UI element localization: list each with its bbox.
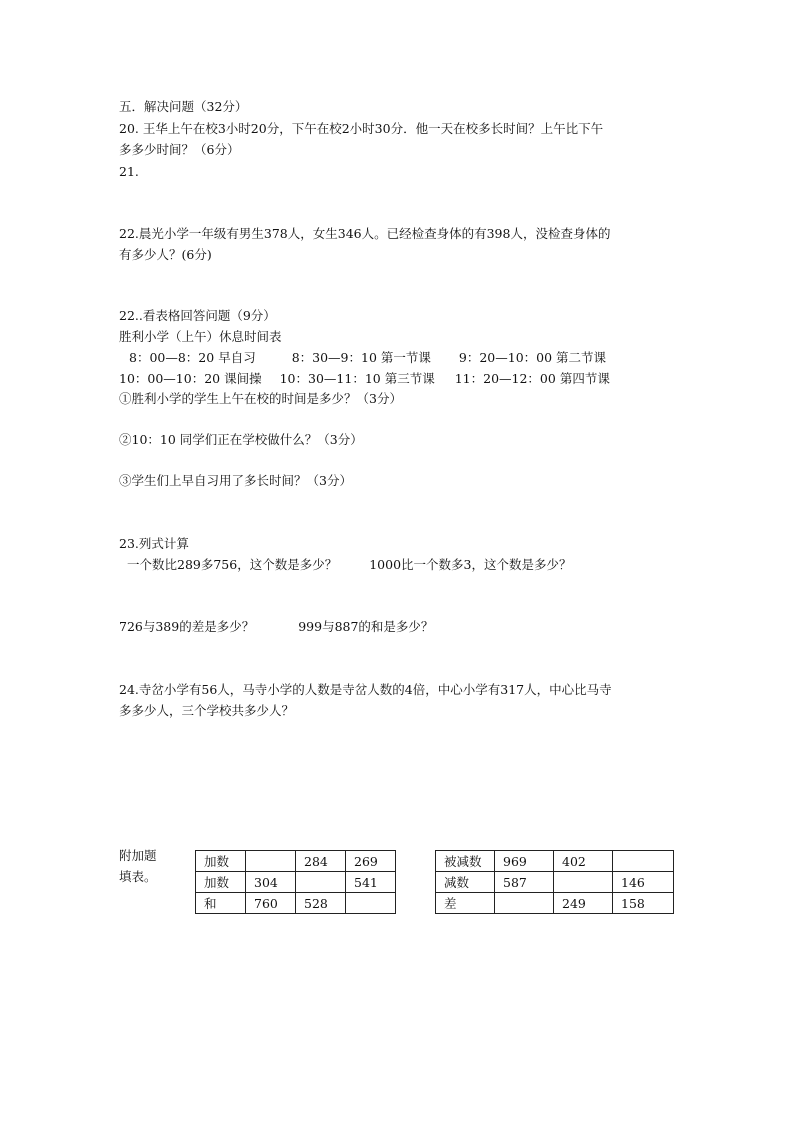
table-row: [196, 851, 396, 872]
schedule-row-2: [119, 370, 610, 388]
q22b-title: 22..看表格回答问题（9分）: [119, 308, 276, 323]
table-row: [196, 872, 396, 893]
q23-title: 23.列式计算: [119, 536, 189, 551]
schedule-title: 胜利小学（上午）休息时间表: [119, 329, 282, 344]
table-cell: 和: [196, 893, 246, 914]
table-cell: 被减数: [436, 851, 495, 872]
table-cell: 269: [346, 851, 396, 872]
q20-line1: 20. 王华上午在校3小时20分，下午在校2小时30分．他一天在校多长时间？上午比下午: [119, 121, 604, 136]
table-cell: 加数: [196, 872, 246, 893]
table-cell: [495, 893, 554, 914]
table-cell: 差: [436, 893, 495, 914]
bonus-label: 附加题: [119, 848, 157, 863]
q23-item: 1000比一个数多3，这个数是多少？: [369, 557, 572, 572]
schedule-row-1: [119, 349, 606, 367]
q22a-line1: 22.晨光小学一年级有男生378人，女生346人。已经检查身体的有398人，没检查身体的: [119, 226, 611, 241]
q22a-line2: 有多少人？(6分): [119, 247, 212, 262]
bonus-instruction: 填表。: [119, 869, 157, 884]
table-cell: 304: [246, 872, 296, 893]
table-cell: 587: [495, 872, 554, 893]
table-cell: 969: [495, 851, 554, 872]
table-cell: 减数: [436, 872, 495, 893]
table-cell: 158: [613, 893, 674, 914]
q24-line1: 24.寺岔小学有56人，马寺小学的人数是寺岔人数的4倍，中心小学有317人，中心比马寺: [119, 682, 612, 697]
schedule-cell: 8：30—9：10 第一节课: [291, 350, 431, 365]
table-cell: 528: [296, 893, 346, 914]
table-cell: 284: [296, 851, 346, 872]
table-row: [196, 893, 396, 914]
schedule-cell: 9：20—10：00 第二节课: [458, 350, 607, 365]
q22b-sub1: ①胜利小学的学生上午在校的时间是多少？（3分）: [119, 391, 402, 406]
schedule-cell: 10：00—10：20 课间操: [119, 371, 262, 386]
table-cell: [613, 851, 674, 872]
q24-line2: 多多少人，三个学校共多少人？: [119, 703, 295, 718]
q23-item: 726与389的差是多少？: [119, 619, 255, 634]
q22b-sub3: ③学生们上早自习用了多长时间？（3分）: [119, 473, 352, 488]
table-cell: 249: [554, 893, 613, 914]
schedule-cell: 10：30—11：10 第三节课: [279, 371, 435, 386]
section-heading: 五．解决问题（32分）: [119, 99, 248, 114]
schedule-cell: 8：00—8：20 早自习: [129, 350, 256, 365]
table-cell: [554, 872, 613, 893]
q20-line2: 多多少时间？（6分）: [119, 142, 240, 157]
table-cell: 541: [346, 872, 396, 893]
table-cell: 146: [613, 872, 674, 893]
table-cell: [296, 872, 346, 893]
q21-label: 21.: [119, 164, 139, 179]
q23-row2: [119, 618, 433, 636]
table-row: [436, 872, 674, 893]
q22b-sub2: ②10：10 同学们正在学校做什么？（3分）: [119, 432, 363, 447]
table-cell: [346, 893, 396, 914]
q23-row1: [119, 556, 571, 574]
schedule-cell: 11：20—12：00 第四节课: [454, 371, 610, 386]
table-cell: 760: [246, 893, 296, 914]
table-cell: [246, 851, 296, 872]
addition-table: [195, 850, 396, 914]
table-cell: 加数: [196, 851, 246, 872]
table-cell: 402: [554, 851, 613, 872]
q23-item: 一个数比289多756，这个数是多少？: [127, 557, 338, 572]
table-row: [436, 893, 674, 914]
subtraction-table: [435, 850, 674, 914]
table-row: [436, 851, 674, 872]
q23-item: 999与887的和是多少？: [298, 619, 434, 634]
